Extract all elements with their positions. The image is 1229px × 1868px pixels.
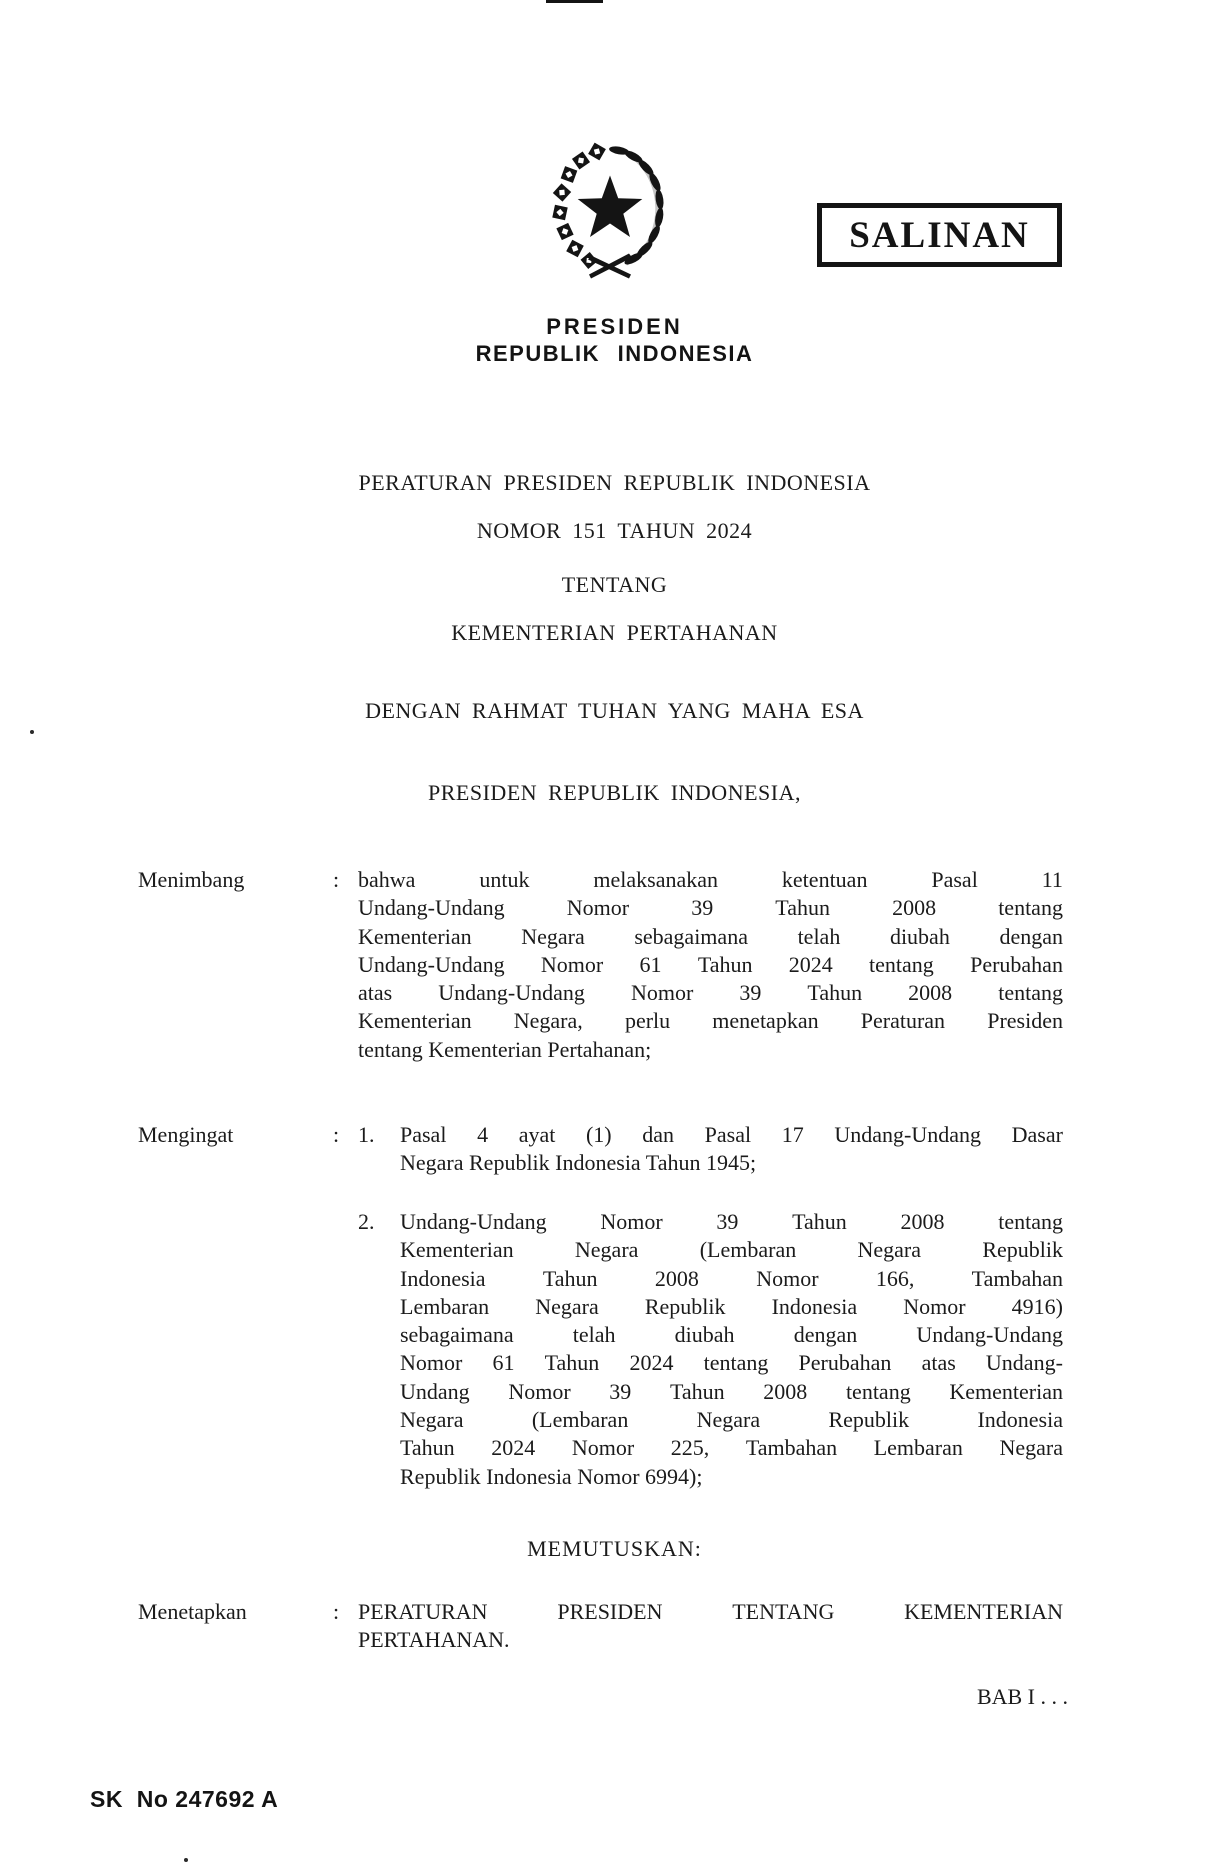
recalling-item-line: Pasal 4 ayat (1) dan Pasal 17 Undang-Undang Dasar bbox=[400, 1122, 1063, 1147]
presidential-star-wreath-emblem bbox=[525, 126, 695, 304]
scan-artifact-dot bbox=[30, 730, 34, 734]
considering-paragraph bbox=[358, 866, 1063, 1064]
enacting-line: PERTAHANAN. bbox=[358, 1627, 510, 1653]
recalling-item-number: 1. bbox=[358, 1122, 375, 1147]
considering-colon: : bbox=[333, 867, 340, 892]
letterhead-presiden: PRESIDEN bbox=[546, 314, 683, 339]
recalling-label: Mengingat bbox=[138, 1122, 234, 1147]
invocation-line: DENGAN RAHMAT TUHAN YANG MAHA ESA bbox=[365, 698, 864, 723]
enacting-paragraph bbox=[358, 1598, 1063, 1655]
recalling-item-line: Lembaran Negara Republik Indonesia Nomor 4916) bbox=[400, 1293, 1063, 1319]
enacting-label: Menetapkan bbox=[138, 1599, 247, 1624]
regulation-subject-line: KEMENTERIAN PERTAHANAN bbox=[451, 620, 778, 645]
recalling-item-text bbox=[400, 1208, 1063, 1491]
enacting-authority-line: PRESIDEN REPUBLIK INDONESIA, bbox=[428, 780, 801, 805]
recalling-item-line: Undang-Undang Nomor 39 Tahun 2008 tentang bbox=[400, 1209, 1063, 1234]
recalling-item-line: Republik Indonesia Nomor 6994); bbox=[400, 1463, 703, 1489]
recalling-item-line: Nomor 61 Tahun 2024 tentang Perubahan atas Undang- bbox=[400, 1350, 1063, 1376]
enacting-colon: : bbox=[333, 1599, 340, 1624]
considering-label: Menimbang bbox=[138, 867, 245, 892]
regulation-tentang-line: TENTANG bbox=[561, 572, 668, 597]
considering-line: Undang-Undang Nomor 61 Tahun 2024 tentang Perubahan bbox=[358, 951, 1063, 977]
recalling-item-line: Undang Nomor 39 Tahun 2008 tentang Kementerian bbox=[400, 1378, 1063, 1404]
scan-artifact-top-line bbox=[546, 0, 603, 3]
recalling-item-line: Kementerian Negara (Lembaran Negara Republik bbox=[400, 1237, 1063, 1263]
recalling-colon: : bbox=[333, 1122, 340, 1147]
recalling-item-line: Negara (Lembaran Negara Republik Indonesia bbox=[400, 1407, 1063, 1433]
considering-line: tentang Kementerian Pertahanan; bbox=[358, 1036, 652, 1062]
regulation-number-line: NOMOR 151 TAHUN 2024 bbox=[476, 518, 753, 543]
decision-heading: MEMUTUSKAN: bbox=[527, 1536, 702, 1561]
recalling-item-line: sebagaimana telah diubah dengan Undang-Undang bbox=[400, 1322, 1063, 1348]
footer-sk-number: SK No 247692 A bbox=[90, 1786, 279, 1812]
enacting-line: PERATURAN PRESIDEN TENTANG KEMENTERIAN bbox=[358, 1599, 1063, 1624]
letterhead-republik-indonesia: REPUBLIK INDONESIA bbox=[475, 341, 754, 366]
considering-line: Undang-Undang Nomor 39 Tahun 2008 tentang bbox=[358, 895, 1063, 921]
recalling-item-line: Tahun 2024 Nomor 225, Tambahan Lembaran Negara bbox=[400, 1435, 1063, 1461]
considering-line: atas Undang-Undang Nomor 39 Tahun 2008 tentang bbox=[358, 980, 1063, 1006]
scan-artifact-dot bbox=[184, 1858, 188, 1862]
considering-line: bahwa untuk melaksanakan ketentuan Pasal 11 bbox=[358, 867, 1063, 892]
recalling-item-text bbox=[400, 1121, 1063, 1178]
recalling-item-line: Negara Republik Indonesia Tahun 1945; bbox=[400, 1150, 757, 1176]
considering-line: Kementerian Negara, perlu menetapkan Peraturan Presiden bbox=[358, 1008, 1063, 1034]
regulation-title-line: PERATURAN PRESIDEN REPUBLIK INDONESIA bbox=[358, 470, 871, 495]
recalling-item-number: 2. bbox=[358, 1209, 375, 1234]
page-continuation-marker: BAB I . . . bbox=[976, 1684, 1068, 1709]
salinan-copy-stamp: SALINAN bbox=[817, 203, 1062, 267]
considering-line: Kementerian Negara sebagaimana telah diubah dengan bbox=[358, 923, 1063, 949]
recalling-item-line: Indonesia Tahun 2008 Nomor 166, Tambahan bbox=[400, 1265, 1063, 1291]
